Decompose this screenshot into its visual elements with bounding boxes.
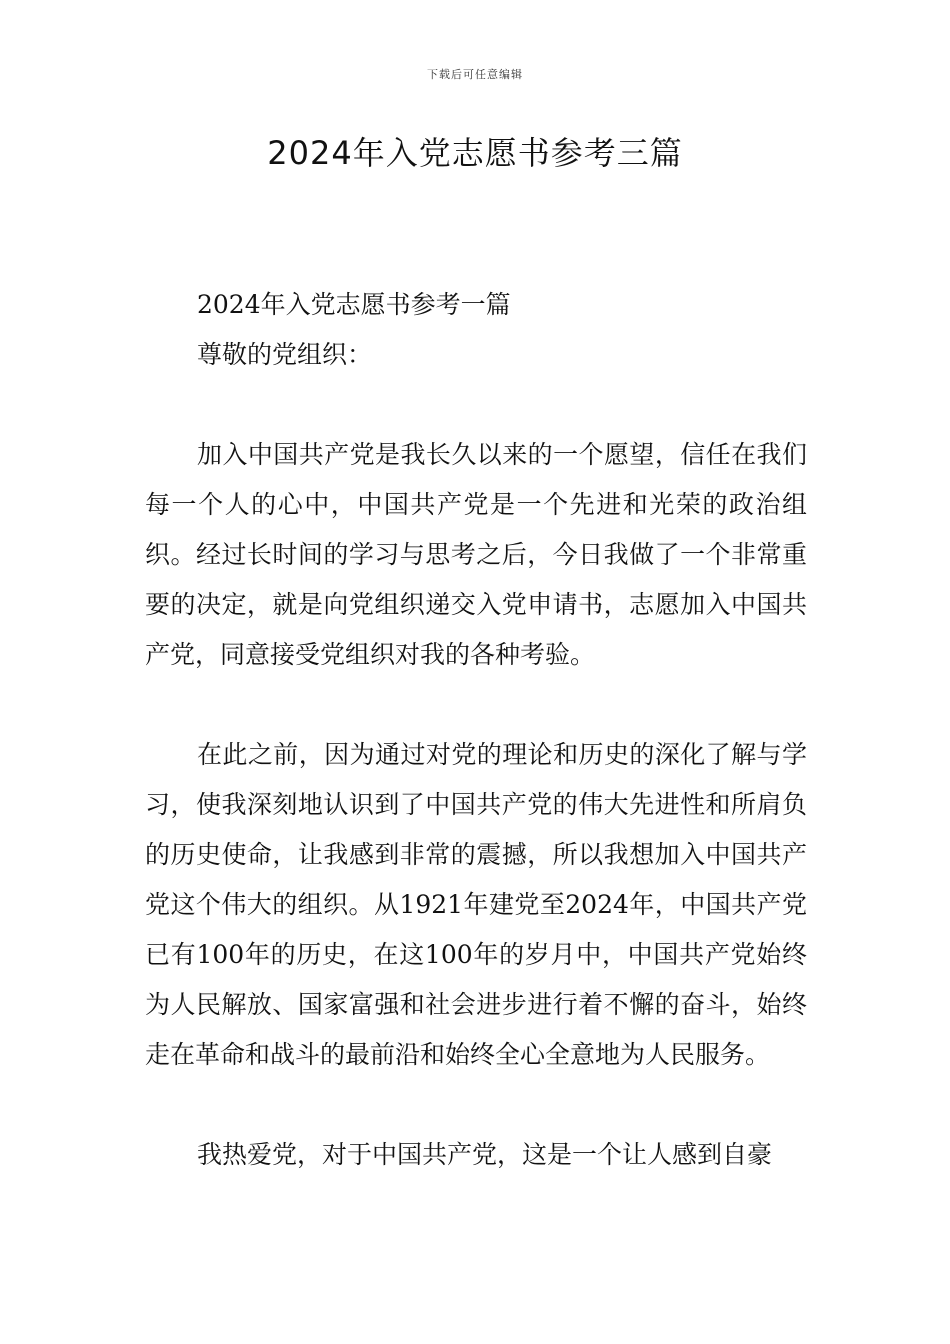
- paragraph-gap: [145, 1080, 807, 1130]
- header-note: 下载后可任意编辑: [427, 68, 523, 81]
- paragraph-1: 加入中国共产党是我长久以来的一个愿望，信任在我们每一个人的心中，中国共产党是一个先进和光荣的政治组织。经过长时间的学习与思考之后，今日我做了一个非常重要的决定，就是向党组织递交入党申请书，志愿加入中国共产党，同意接受党组织对我的各种考验。: [145, 440, 807, 669]
- paragraph-3: 我热爱党，对于中国共产党，这是一个让人感到自豪: [197, 1140, 773, 1169]
- section-title: 2024年入党志愿书参考一篇: [197, 290, 511, 319]
- document-body: [145, 280, 807, 1180]
- paragraph-gap: [145, 680, 807, 730]
- salutation: 尊敬的党组织：: [197, 340, 373, 369]
- paragraph-2: 在此之前，因为通过对党的理论和历史的深化了解与学习，使我深刻地认识到了中国共产党的伟大先进性和所肩负的历史使命，让我感到非常的震撼，所以我想加入中国共产党这个伟大的组织。从1921年建党至2024年，中国共产党已有100年的历史，在这100年的岁月中，中国共产党始终为人民解放、国家富强和社会进步进行着不懈的奋斗，始终走在革命和战斗的最前沿和始终全心全意地为人民服务。: [145, 740, 807, 1069]
- paragraph-gap: [145, 380, 807, 430]
- document-title: 2024年入党志愿书参考三篇: [267, 134, 683, 172]
